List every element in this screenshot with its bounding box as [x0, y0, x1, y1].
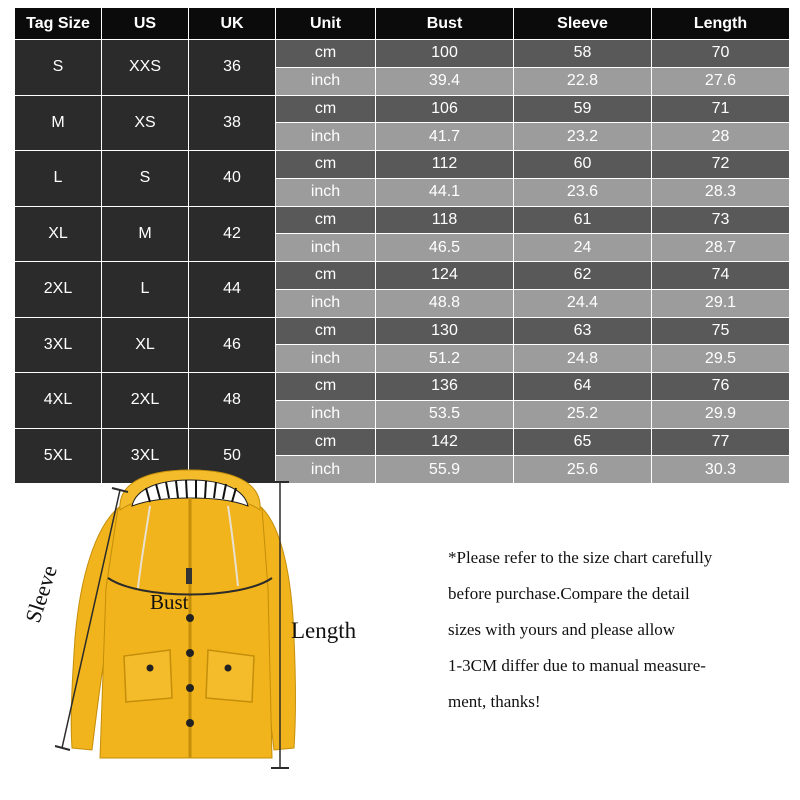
- bust-cm-cell: 142: [376, 429, 513, 456]
- header-unit: Unit: [276, 8, 375, 39]
- header-length: Length: [652, 8, 789, 39]
- size-table: [15, 8, 789, 483]
- unit-inch-cell: inch: [276, 123, 375, 150]
- length-inch-cell: 28.3: [652, 179, 789, 206]
- unit-cm-cell: cm: [276, 262, 375, 289]
- header-sleeve: Sleeve: [514, 8, 651, 39]
- sleeve-cm-cell: 64: [514, 373, 651, 400]
- bust-label: Bust: [150, 590, 189, 614]
- length-label: Length: [291, 618, 357, 643]
- sleeve-inch-cell: 23.6: [514, 179, 651, 206]
- unit-inch-cell: inch: [276, 234, 375, 261]
- length-inch-cell: 29.1: [652, 290, 789, 317]
- tag-size-cell: XL: [15, 207, 101, 262]
- size-note: [448, 540, 788, 720]
- sleeve-cm-cell: 62: [514, 262, 651, 289]
- tag-size-cell: 2XL: [15, 262, 101, 317]
- uk-size-cell: 48: [189, 373, 275, 428]
- bust-inch-cell: 48.8: [376, 290, 513, 317]
- unit-cm-cell: cm: [276, 429, 375, 456]
- uk-size-cell: 36: [189, 40, 275, 95]
- length-inch-cell: 27.6: [652, 68, 789, 95]
- us-size-cell: S: [102, 151, 188, 206]
- bust-cm-cell: 106: [376, 96, 513, 123]
- unit-cm-cell: cm: [276, 318, 375, 345]
- sleeve-inch-cell: 25.6: [514, 456, 651, 483]
- unit-cm-cell: cm: [276, 40, 375, 67]
- uk-size-cell: 46: [189, 318, 275, 373]
- sleeve-cm-cell: 63: [514, 318, 651, 345]
- length-inch-cell: 29.9: [652, 401, 789, 428]
- bust-cm-cell: 118: [376, 207, 513, 234]
- unit-inch-cell: inch: [276, 179, 375, 206]
- bust-cm-cell: 130: [376, 318, 513, 345]
- note-line: ment, thanks!: [448, 692, 541, 711]
- us-size-cell: 2XL: [102, 373, 188, 428]
- length-cm-cell: 70: [652, 40, 789, 67]
- length-inch-cell: 28: [652, 123, 789, 150]
- unit-inch-cell: inch: [276, 345, 375, 372]
- length-cm-cell: 75: [652, 318, 789, 345]
- note-line: before purchase.Compare the detail: [448, 584, 690, 603]
- unit-inch-cell: inch: [276, 456, 375, 483]
- note-line: 1-3CM differ due to manual measure-: [448, 656, 706, 675]
- bust-inch-cell: 53.5: [376, 401, 513, 428]
- length-cm-cell: 73: [652, 207, 789, 234]
- length-cm-cell: 71: [652, 96, 789, 123]
- sleeve-inch-cell: 24.4: [514, 290, 651, 317]
- unit-inch-cell: inch: [276, 401, 375, 428]
- unit-cm-cell: cm: [276, 151, 375, 178]
- tag-size-cell: S: [15, 40, 101, 95]
- us-size-cell: XS: [102, 96, 188, 151]
- sleeve-cm-cell: 60: [514, 151, 651, 178]
- sleeve-label: Sleeve: [20, 562, 62, 626]
- sleeve-inch-cell: 25.2: [514, 401, 651, 428]
- uk-size-cell: 38: [189, 96, 275, 151]
- sleeve-inch-cell: 24.8: [514, 345, 651, 372]
- tag-size-cell: L: [15, 151, 101, 206]
- unit-inch-cell: inch: [276, 68, 375, 95]
- bust-cm-cell: 112: [376, 151, 513, 178]
- header-us: US: [102, 8, 188, 39]
- jacket-diagram: [0, 468, 420, 800]
- sleeve-inch-cell: 24: [514, 234, 651, 261]
- tag-size-cell: M: [15, 96, 101, 151]
- jacket-illustration-icon: [0, 468, 420, 800]
- sleeve-inch-cell: 23.2: [514, 123, 651, 150]
- length-cm-cell: 77: [652, 429, 789, 456]
- us-size-cell: L: [102, 262, 188, 317]
- bust-inch-cell: 44.1: [376, 179, 513, 206]
- uk-size-cell: 40: [189, 151, 275, 206]
- tag-size-cell: 4XL: [15, 373, 101, 428]
- note-line: *Please refer to the size chart carefully: [448, 548, 713, 567]
- length-inch-cell: 30.3: [652, 456, 789, 483]
- uk-size-cell: 44: [189, 262, 275, 317]
- unit-inch-cell: inch: [276, 290, 375, 317]
- us-size-cell: 3XL: [102, 429, 188, 484]
- unit-cm-cell: cm: [276, 373, 375, 400]
- sleeve-inch-cell: 22.8: [514, 68, 651, 95]
- note-line: sizes with yours and please allow: [448, 620, 676, 639]
- bust-inch-cell: 39.4: [376, 68, 513, 95]
- length-cm-cell: 72: [652, 151, 789, 178]
- tag-size-cell: 5XL: [15, 429, 101, 484]
- sleeve-cm-cell: 58: [514, 40, 651, 67]
- header-tag-size: Tag Size: [15, 8, 101, 39]
- us-size-cell: M: [102, 207, 188, 262]
- bust-cm-cell: 100: [376, 40, 513, 67]
- uk-size-cell: 42: [189, 207, 275, 262]
- length-cm-cell: 76: [652, 373, 789, 400]
- bust-inch-cell: 41.7: [376, 123, 513, 150]
- length-cm-cell: 74: [652, 262, 789, 289]
- bust-cm-cell: 124: [376, 262, 513, 289]
- unit-cm-cell: cm: [276, 207, 375, 234]
- bust-inch-cell: 55.9: [376, 456, 513, 483]
- bust-inch-cell: 51.2: [376, 345, 513, 372]
- length-inch-cell: 28.7: [652, 234, 789, 261]
- length-inch-cell: 29.5: [652, 345, 789, 372]
- sleeve-cm-cell: 61: [514, 207, 651, 234]
- sleeve-cm-cell: 59: [514, 96, 651, 123]
- tag-size-cell: 3XL: [15, 318, 101, 373]
- unit-cm-cell: cm: [276, 96, 375, 123]
- header-uk: UK: [189, 8, 275, 39]
- uk-size-cell: 50: [189, 429, 275, 484]
- bust-inch-cell: 46.5: [376, 234, 513, 261]
- header-bust: Bust: [376, 8, 513, 39]
- us-size-cell: XXS: [102, 40, 188, 95]
- us-size-cell: XL: [102, 318, 188, 373]
- bust-cm-cell: 136: [376, 373, 513, 400]
- sleeve-cm-cell: 65: [514, 429, 651, 456]
